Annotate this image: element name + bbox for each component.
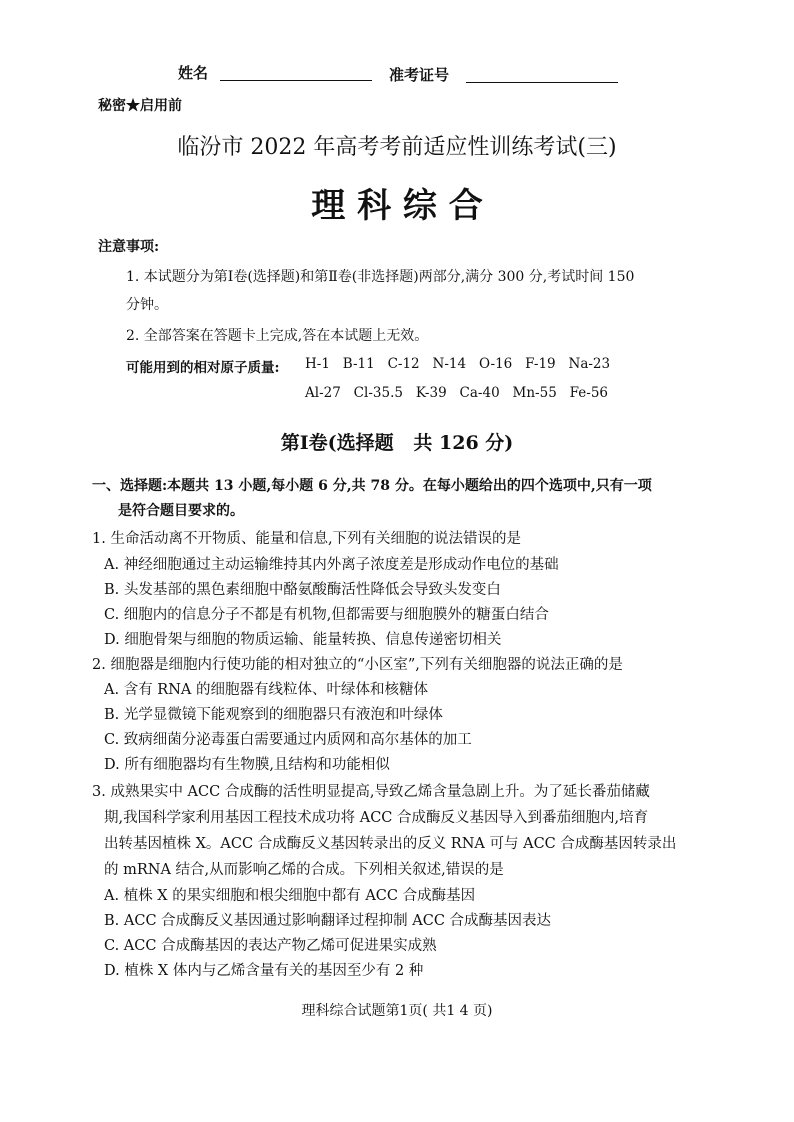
question-3-option-b[interactable]: B. ACC 合成酶反义基因通过影响翻译过程抑制 ACC 合成酶基因表达 (104, 913, 552, 929)
question-1-option-b[interactable]: B. 头发基部的黑色素细胞中酪氨酸酶活性降低会导致头发变白 (104, 582, 501, 598)
question-1-option-a[interactable]: A. 神经细胞通过主动运输维持其内外离子浓度差是形成动作电位的基础 (104, 557, 559, 573)
question-3-stem-line-2: 期,我国科学家利用基因工程技术成功将 ACC 合成酶反义基因导入到番茄细胞内,培育 (104, 810, 649, 826)
section-instruction-cont: 是符合题目要求的。 (118, 503, 244, 519)
name-label: 姓名 (178, 64, 209, 82)
question-3-option-c[interactable]: C. ACC 合成酶基因的表达产物乙烯可促进果实成熟 (104, 938, 437, 954)
secret-mark: 秘密★启用前 (98, 98, 182, 114)
note-item-1: 1. 本试题分为第Ⅰ卷(选择题)和第Ⅱ卷(非选择题)两部分,满分 300 分,考试时间 150 (126, 269, 635, 285)
question-2-option-a[interactable]: A. 含有 RNA 的细胞器有线粒体、叶绿体和核糖体 (104, 682, 428, 698)
section-instruction: 一、选择题:本题共 13 小题,每小题 6 分,共 78 分。在每小题给出的四个选项中,只有一项 (92, 478, 652, 494)
atomic-mass-row-1: H-1 B-11 C-12 N-14 O-16 F-19 Na-23 (305, 356, 611, 372)
question-3-stem-line-3: 出转基因植株 X。ACC 合成酶反义基因转录出的反义 RNA 可与 ACC 合成酶基因转录出 (104, 836, 677, 852)
question-1-option-d[interactable]: D. 细胞骨架与细胞的物质运输、能量转换、信息传递密切相关 (104, 632, 502, 648)
section-title: 第Ⅰ卷(选择题 共 126 分) (280, 432, 514, 454)
subject-title: 理 科 综 合 (311, 186, 483, 226)
atomic-mass-row-2: Al-27 Cl-35.5 K-39 Ca-40 Mn-55 Fe-56 (305, 385, 609, 401)
name-field-line[interactable] (220, 64, 372, 81)
question-3-stem-line-4: 的 mRNA 结合,从而影响乙烯的合成。下列相关叙述,错误的是 (104, 862, 504, 878)
exam-id-field-line[interactable] (466, 66, 618, 83)
question-2-option-d[interactable]: D. 所有细胞器均有生物膜,且结构和功能相似 (104, 757, 390, 773)
question-3-option-a[interactable]: A. 植株 X 的果实细胞和根尖细胞中都有 ACC 合成酶基因 (104, 888, 476, 904)
question-3-stem: 3. 成熟果实中 ACC 合成酶的活性明显提高,导致乙烯含量急剧上升。为了延长番茄储藏 (92, 784, 650, 800)
exam-id-label: 准考证号 (389, 66, 450, 84)
question-2-option-b[interactable]: B. 光学显微镜下能观察到的细胞器只有液泡和叶绿体 (104, 707, 443, 723)
exam-title: 临汾市 2022 年高考考前适应性训练考试(三) (177, 135, 617, 160)
question-2-stem: 2. 细胞器是细胞内行使功能的相对独立的“小区室”,下列有关细胞器的说法正确的是 (92, 657, 623, 673)
note-item-2: 2. 全部答案在答题卡上完成,答在本试题上无效。 (126, 328, 429, 344)
question-2-option-c[interactable]: C. 致病细菌分泌毒蛋白需要通过内质网和高尔基体的加工 (104, 732, 472, 748)
notes-heading: 注意事项: (98, 239, 160, 255)
question-1-stem: 1. 生命活动离不开物质、能量和信息,下列有关细胞的说法错误的是 (92, 531, 522, 547)
question-1-option-c[interactable]: C. 细胞内的信息分子不都是有机物,但都需要与细胞膜外的糖蛋白结合 (104, 607, 549, 623)
atomic-mass-label: 可能用到的相对原子质量: (126, 360, 280, 376)
page-footer: 理科综合试题第1页( 共1 4 页) (301, 1003, 493, 1019)
note-item-1-cont: 分钟。 (126, 297, 168, 313)
question-3-option-d[interactable]: D. 植株 X 体内与乙烯含量有关的基因至少有 2 种 (104, 963, 424, 979)
